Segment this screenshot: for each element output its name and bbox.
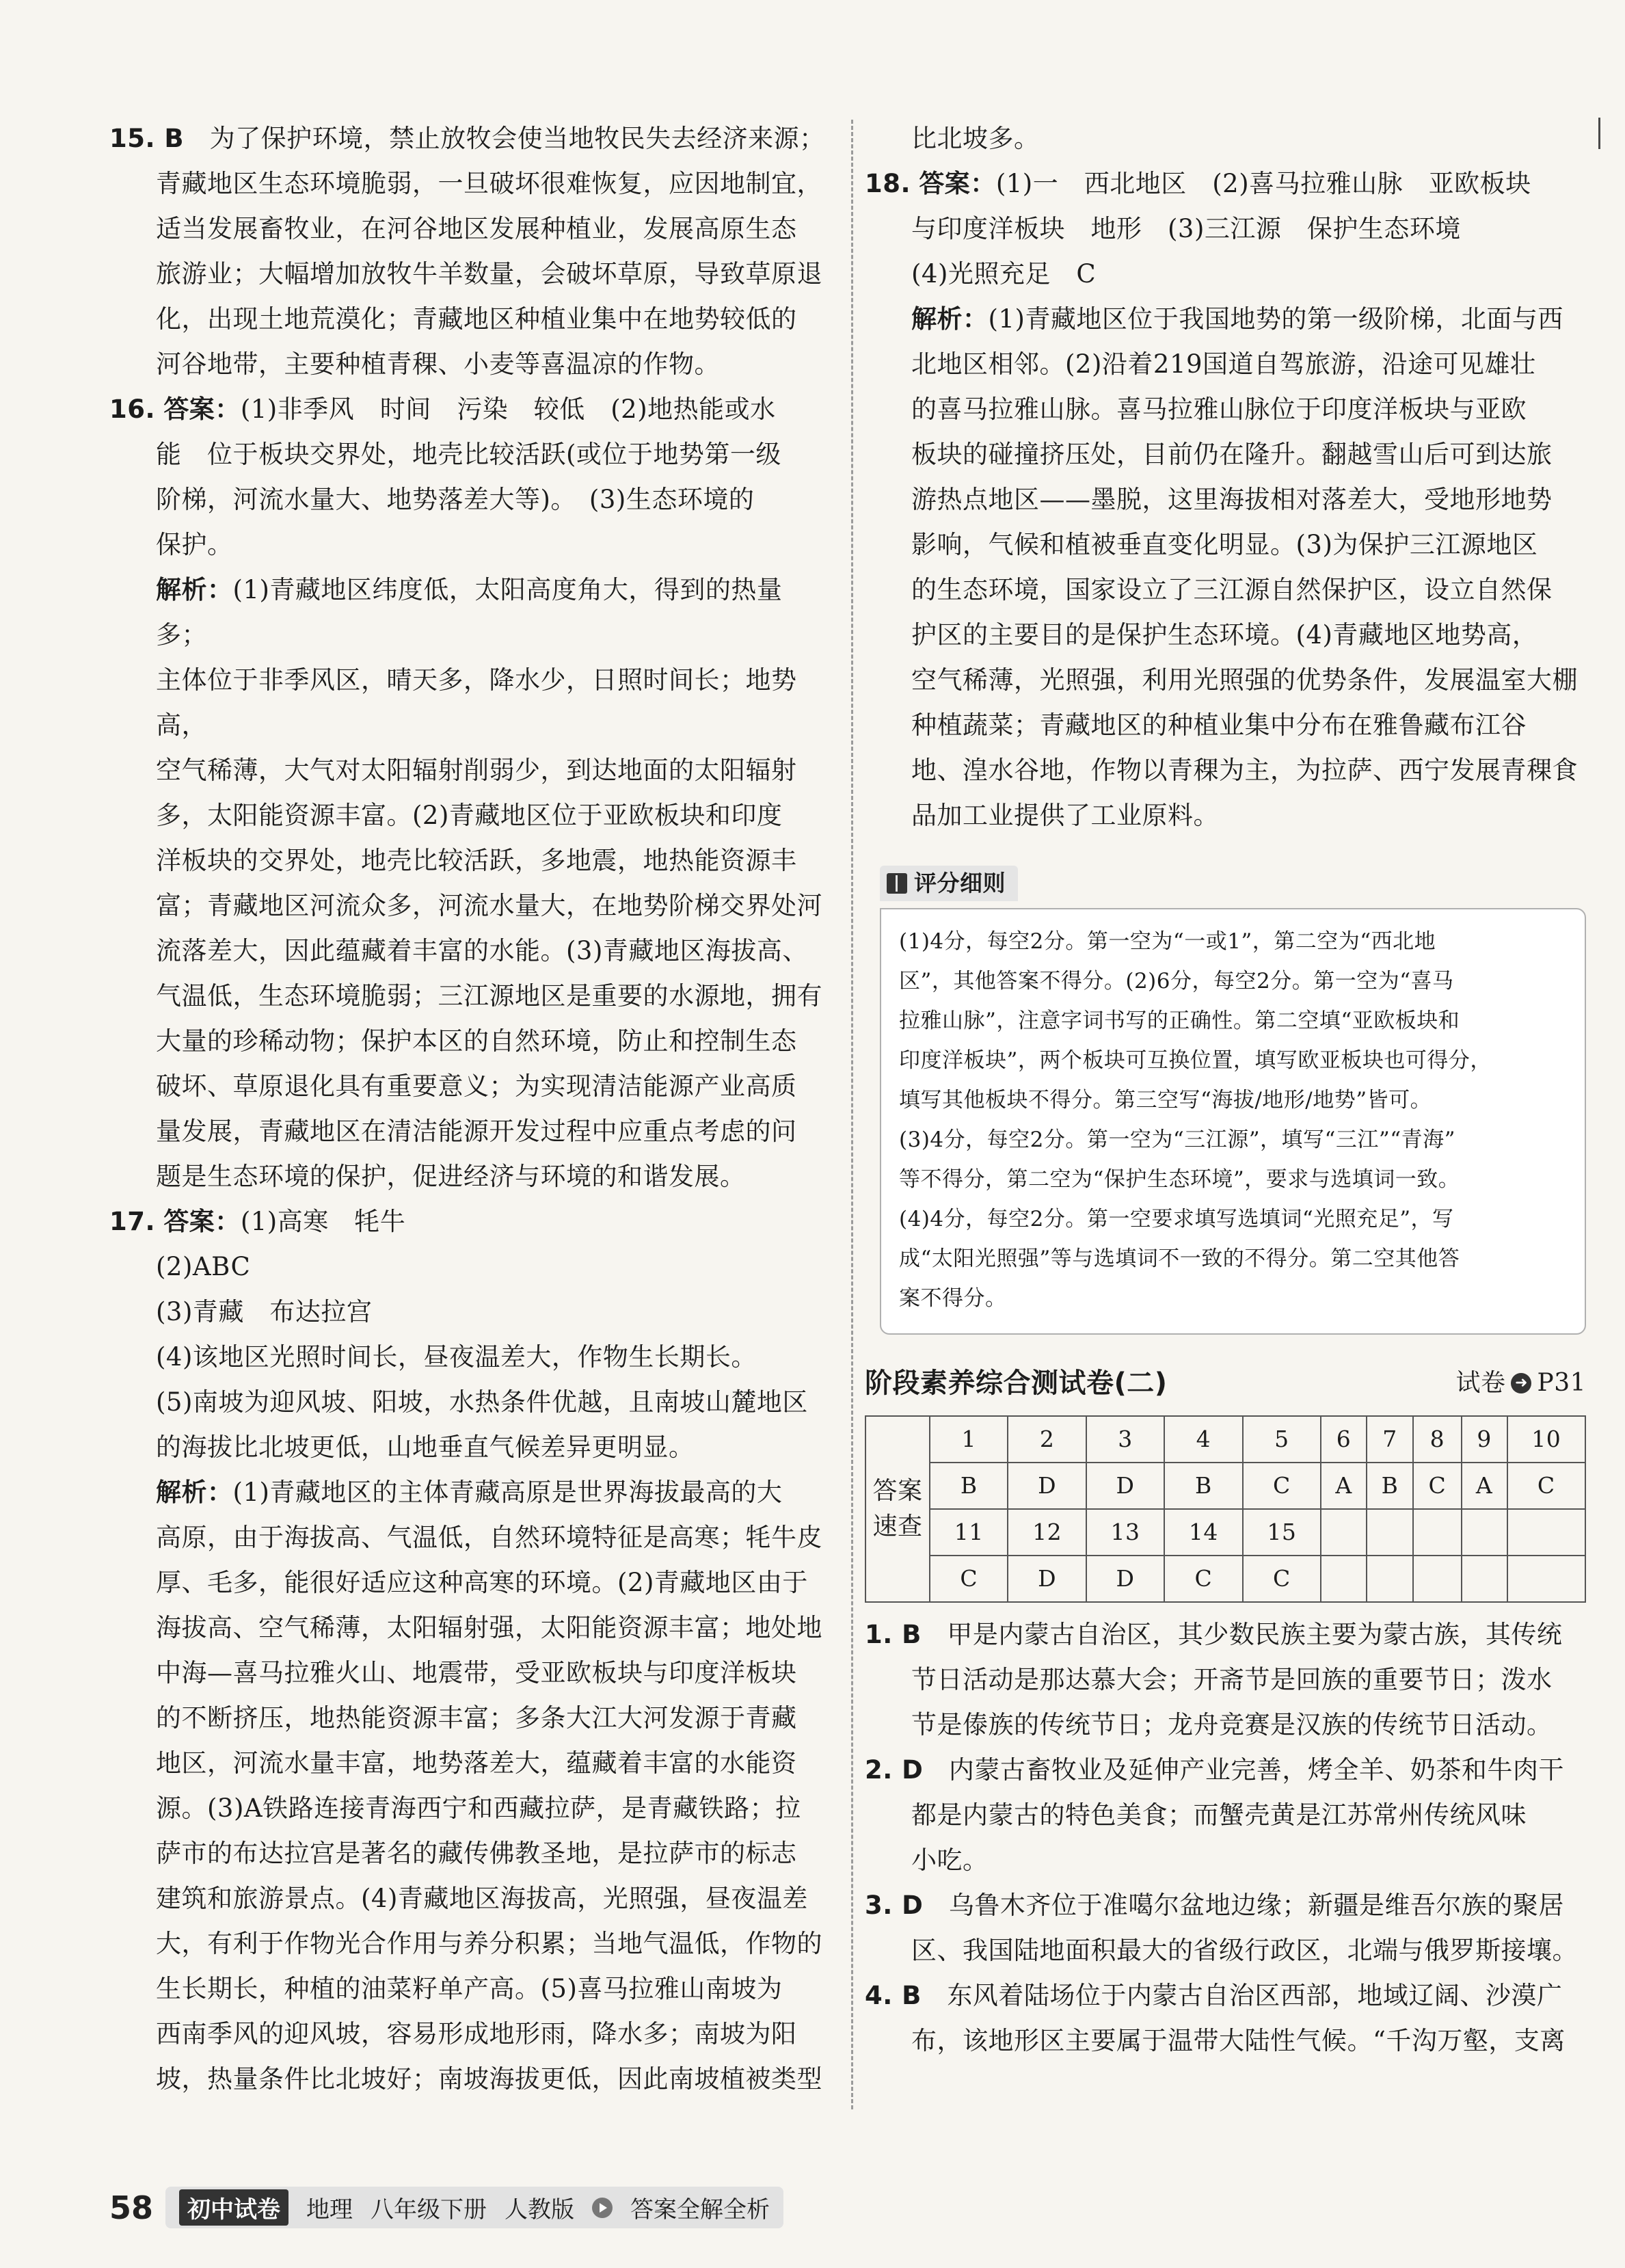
mc-question-2 <box>865 1748 1586 1883</box>
series-name: 初中试卷 <box>179 2189 288 2226</box>
table-cell <box>1321 1556 1367 1602</box>
q16-analysis-line: 洋板块的交界处，地壳比较活跃，多地震，地热能资源丰 <box>156 846 797 875</box>
q17-answer-line: (1)高寒 牦牛 <box>240 1207 406 1236</box>
mc-line: 小吃。 <box>911 1845 989 1875</box>
table-row <box>865 1509 1585 1556</box>
table-cell: A <box>1321 1463 1367 1509</box>
table-cell: C <box>1164 1556 1242 1602</box>
q17-analysis-line: 地区，河流水量丰富，地势落差大，蕴藏着丰富的水能资 <box>156 1748 797 1778</box>
q18-number: 18. <box>865 169 911 198</box>
table-cell: D <box>1086 1463 1164 1509</box>
q18-analysis-line: 游热点地区——墨脱，这里海拔相对落差大，受地形地势 <box>911 485 1553 514</box>
table-cell: 10 <box>1507 1416 1585 1463</box>
grade: 八年级下册 <box>371 2196 487 2224</box>
table-cell: 11 <box>930 1509 1008 1556</box>
q16-answer-line: (1)非季风 时间 污染 较低 (2)地热能或水 <box>240 395 776 424</box>
q17-analysis-line: 大，有利于作物光合作用与养分积累；当地气温低，作物的 <box>156 1929 822 1958</box>
rubric-line: (4)4分，每空2分。第一空要求填写选填词“光照充足”，写 <box>899 1207 1454 1231</box>
q18-answer-line: (1)一 西北地区 (2)喜马拉雅山脉 亚欧板块 <box>995 169 1531 198</box>
q18-analysis-line: 影响，气候和植被垂直变化明显。(3)为保护三江源地区 <box>911 530 1538 559</box>
q16-analysis-line: 大量的珍稀动物；保护本区的自然环境，防止和控制生态 <box>156 1026 797 1056</box>
table-cell: 14 <box>1164 1509 1242 1556</box>
table-cell: C <box>1507 1463 1585 1509</box>
rubric-line: (3)4分，每空2分。第一空为“三江源”，填写“三江”“青海” <box>899 1128 1455 1152</box>
edition: 人教版 <box>505 2196 575 2224</box>
q18-analysis-line: 北地区相邻。(2)沿着219国道自驾旅游，沿途可见雄壮 <box>911 349 1536 379</box>
q17-analysis-line: 源。(3)A铁路连接青海西宁和西藏拉萨，是青藏铁路；拉 <box>156 1793 801 1823</box>
mc-question-3 <box>865 1883 1586 1973</box>
table-cell: 1 <box>930 1416 1008 1463</box>
table-cell: C <box>1243 1463 1321 1509</box>
table-cell: D <box>1008 1556 1086 1602</box>
q16-analysis-line: 量发展，青藏地区在清洁能源开发过程中应重点考虑的问 <box>156 1117 797 1146</box>
scoring-rubric <box>880 863 1586 1335</box>
left-column <box>109 116 827 2102</box>
rubric-title: 评分细则 <box>914 870 1006 896</box>
table-cell: 3 <box>1086 1416 1164 1463</box>
q15-line: 青藏地区生态环境脆弱，一旦破坏很难恢复，应因地制宜， <box>156 169 822 198</box>
question-15 <box>109 116 827 387</box>
q17-analysis-line: 西南季风的迎风坡，容易形成地形雨，降水多；南坡为阳 <box>156 2019 797 2049</box>
mc-line: 甲是内蒙古自治区，其少数民族主要为蒙古族，其传统 <box>947 1620 1563 1649</box>
question-17 <box>109 1199 827 2102</box>
table-cell: B <box>1367 1463 1413 1509</box>
q17-analysis-line: 中海—喜马拉雅火山、地震带，受亚欧板块与印度洋板块 <box>156 1658 797 1687</box>
rubric-line: 印度洋板块”，两个板块可互换位置，填写欧亚板块也可得分， <box>899 1048 1492 1073</box>
q17-answer-line: (4)该地区光照时间长，昼夜温差大，作物生长期长。 <box>156 1342 757 1372</box>
table-row <box>865 1556 1585 1602</box>
play-icon <box>592 2198 613 2218</box>
rubric-line: 成“太阳光照强”等与选填词不一致的不得分。第二空其他答 <box>899 1246 1460 1271</box>
answer-quick-check-table <box>865 1415 1586 1603</box>
q18-analysis-line: 种植蔬菜；青藏地区的种植业集中分布在雅鲁藏布江谷 <box>911 710 1527 740</box>
table-cell: 7 <box>1367 1416 1413 1463</box>
q16-answer-line: 阶梯，河流水量大、地势落差大等)。 (3)生态环境的 <box>156 485 755 514</box>
arrow-right-icon: ➜ <box>1511 1373 1531 1393</box>
mc-number: 1. B <box>865 1620 922 1649</box>
q18-analysis-line: (1)青藏地区位于我国地势的第一级阶梯，北面与西 <box>988 304 1563 334</box>
q18-answer-line: 与印度洋板块 地形 (3)三江源 保护生态环境 <box>911 214 1461 243</box>
mc-line: 东风着陆场位于内蒙古自治区西部，地域辽阔、沙漠广 <box>947 1981 1563 2010</box>
table-row <box>865 1416 1585 1463</box>
q18-analysis-line: 地、湟水谷地，作物以青稞为主，为拉萨、西宁发展青稞食 <box>911 756 1578 785</box>
table-cell: 12 <box>1008 1509 1086 1556</box>
mc-line: 节是傣族的传统节日；龙舟竞赛是汉族的传统节日活动。 <box>911 1710 1553 1739</box>
table-cell <box>1507 1556 1585 1602</box>
book-icon <box>887 873 907 894</box>
q16-analysis-line: 多，太阳能资源丰富。(2)青藏地区位于亚欧板块和印度 <box>156 801 783 830</box>
q16-answer-line: 能 位于板块交界处，地壳比较活跃(或位于地势第一级 <box>156 440 781 469</box>
analysis-label: 解析： <box>156 575 233 604</box>
subject: 地理 <box>306 2196 353 2224</box>
table-cell: C <box>1243 1556 1321 1602</box>
q16-analysis-line: 流落差大，因此蕴藏着丰富的水能。(3)青藏地区海拔高、 <box>156 936 808 965</box>
q17-analysis-line: 萨市的布达拉宫是著名的藏传佛教圣地，是拉萨市的标志 <box>156 1839 797 1868</box>
mc-answers <box>865 1612 1586 2064</box>
mc-question-1 <box>865 1612 1586 1748</box>
table-cell <box>1321 1509 1367 1556</box>
mc-line: 布，该地形区主要属于温带大陆性气候。“千沟万壑，支离 <box>911 2026 1566 2055</box>
section-reference <box>1455 1361 1586 1406</box>
q16-answer-line: 保护。 <box>156 530 233 559</box>
analysis-label: 解析： <box>911 304 989 334</box>
mc-question-4 <box>865 1973 1586 2064</box>
table-cell: 15 <box>1243 1509 1321 1556</box>
q17-analysis-line: 高原，由于海拔高、气温低，自然环境特征是高寒；牦牛皮 <box>156 1523 822 1552</box>
table-row <box>865 1463 1585 1509</box>
rubric-line: (1)4分，每空2分。第一空为“一或1”，第二空为“西北地 <box>899 929 1436 954</box>
rubric-line: 拉雅山脉”，注意字词书写的正确性。第二空填“亚欧板块和 <box>899 1009 1460 1033</box>
table-cell: D <box>1008 1463 1086 1509</box>
mc-line: 乌鲁木齐位于准噶尔盆地边缘；新疆是维吾尔族的聚居 <box>948 1891 1564 1920</box>
rubric-tab <box>880 866 1018 901</box>
q16-analysis-line: 气温低，生态环境脆弱；三江源地区是重要的水源地，拥有 <box>156 981 822 1011</box>
table-cell: 8 <box>1413 1416 1462 1463</box>
mc-line: 内蒙古畜牧业及延伸产业完善，烤全羊、奶茶和牛肉干 <box>948 1755 1564 1785</box>
q15-line: 化，出现土地荒漠化；青藏地区种植业集中在地势较低的 <box>156 304 797 334</box>
section-header <box>865 1361 1586 1406</box>
rubric-line: 填写其他板块不得分。第三空写“海拔/地形/地势”皆可。 <box>899 1088 1432 1112</box>
q18-analysis-line: 护区的主要目的是保护生态环境。(4)青藏地区地势高， <box>911 620 1538 650</box>
q15-number: 15. B <box>109 124 185 153</box>
table-cell <box>1507 1509 1585 1556</box>
q17-analysis-line: 建筑和旅游景点。(4)青藏地区海拔高，光照强，昼夜温差 <box>156 1884 808 1913</box>
ref-page: P31 <box>1537 1369 1586 1397</box>
q17-answer-line: (2)ABC <box>156 1252 251 1281</box>
rubric-box <box>880 908 1586 1335</box>
table-cell <box>1413 1556 1462 1602</box>
answer-label: 答案： <box>163 395 241 424</box>
q18-analysis-line: 的生态环境，国家设立了三江源自然保护区，设立自然保 <box>911 575 1553 604</box>
footer-info <box>165 2187 783 2228</box>
table-cell: 9 <box>1462 1416 1507 1463</box>
analysis-label: 解析： <box>156 1478 233 1507</box>
q17-answer-line: (3)青藏 布达拉宫 <box>156 1297 373 1326</box>
table-cell <box>1413 1509 1462 1556</box>
rubric-line: 区”，其他答案不得分。(2)6分，每空2分。第一空为“喜马 <box>899 969 1454 993</box>
q18-analysis-line: 品加工业提供了工业原料。 <box>911 801 1219 830</box>
q18-analysis-line: 板块的碰撞挤压处，目前仍在隆升。翻越雪山后可到达旅 <box>911 440 1553 469</box>
q18-analysis-line: 空气稀薄，光照强，利用光照强的优势条件，发展温室大棚 <box>911 665 1578 695</box>
mc-number: 2. D <box>865 1755 924 1785</box>
q17-analysis-line: 坡，热量条件比北坡好；南坡海拔更低，因此南坡植被类型 <box>156 2064 822 2094</box>
mc-line: 区、我国陆地面积最大的省级行政区，北端与俄罗斯接壤。 <box>911 1936 1578 1965</box>
continued-text: 比北坡多。 <box>911 124 1040 153</box>
answer-label: 答案： <box>919 169 996 198</box>
table-cell: 2 <box>1008 1416 1086 1463</box>
q15-line: 河谷地带，主要种植青稞、小麦等喜温凉的作物。 <box>156 349 720 379</box>
q17-number: 17. <box>109 1207 156 1236</box>
table-cell: 4 <box>1164 1416 1242 1463</box>
table-cell <box>1367 1509 1413 1556</box>
answer-tag: 答案全解全析 <box>630 2196 770 2224</box>
table-cell: 6 <box>1321 1416 1367 1463</box>
table-label: 答案速查 <box>865 1416 930 1602</box>
right-column <box>865 116 1586 2064</box>
q18-answer-line: (4)光照充足 C <box>911 259 1097 289</box>
q17-analysis-line: 厚、毛多，能很好适应这种高寒的环境。(2)青藏地区由于 <box>156 1568 808 1597</box>
q16-number: 16. <box>109 395 156 424</box>
mc-number: 4. B <box>865 1981 922 2010</box>
mc-line: 都是内蒙古的特色美食；而蟹壳黄是江苏常州传统风味 <box>911 1800 1527 1830</box>
q17-answer-line: (5)南坡为迎风坡、阳坡，水热条件优越，且南坡山麓地区 <box>156 1387 808 1417</box>
column-divider <box>851 120 853 2109</box>
q18-analysis-line: 的喜马拉雅山脉。喜马拉雅山脉位于印度洋板块与亚欧 <box>911 395 1527 424</box>
page-number: 58 <box>109 2189 154 2226</box>
table-cell <box>1462 1509 1507 1556</box>
rubric-line: 案不得分。 <box>899 1286 1007 1311</box>
q16-analysis-line: 富；青藏地区河流众多，河流水量大，在地势阶梯交界处河 <box>156 891 822 920</box>
q16-analysis-line: 题是生态环境的保护，促进经济与环境的和谐发展。 <box>156 1162 746 1191</box>
question-16 <box>109 387 827 1199</box>
q17-analysis-line: 的不断挤压，地热能资源丰富；多条大江大河发源于青藏 <box>156 1703 797 1733</box>
q16-analysis-line: 破坏、草原退化具有重要意义；为实现清洁能源产业高质 <box>156 1071 797 1101</box>
mc-line: 节日活动是那达慕大会；开斋节是回族的重要节日；泼水 <box>911 1665 1553 1694</box>
mc-number: 3. D <box>865 1891 924 1920</box>
q17-analysis-line: 生长期长，种植的油菜籽单产高。(5)喜马拉雅山南坡为 <box>156 1974 783 2003</box>
table-cell: 13 <box>1086 1509 1164 1556</box>
table-cell: B <box>930 1463 1008 1509</box>
q17-analysis-line: (1)青藏地区的主体青藏高原是世界海拔最高的大 <box>232 1478 783 1507</box>
table-cell: B <box>1164 1463 1242 1509</box>
q17-answer-line: 的海拔比北坡更低，山地垂直气候差异更明显。 <box>156 1432 695 1462</box>
table-cell: 5 <box>1243 1416 1321 1463</box>
ref-label: 试卷 <box>1455 1369 1506 1397</box>
q16-analysis-line: (1)青藏地区纬度低，太阳高度角大，得到的热量多； <box>156 575 783 650</box>
q15-line: 为了保护环境，禁止放牧会使当地牧民失去经济来源； <box>209 124 825 153</box>
answer-label: 答案： <box>163 1207 241 1236</box>
page-footer <box>109 2187 783 2228</box>
table-cell: D <box>1086 1556 1164 1602</box>
table-cell <box>1367 1556 1413 1602</box>
q16-analysis-line: 主体位于非季风区，晴天多，降水少，日照时间长；地势高， <box>156 665 797 740</box>
table-cell: C <box>930 1556 1008 1602</box>
q15-line: 旅游业；大幅增加放牧牛羊数量，会破坏草原，导致草原退 <box>156 259 822 289</box>
q16-analysis-line: 空气稀薄，大气对太阳辐射削弱少，到达地面的太阳辐射 <box>156 756 797 785</box>
question-18 <box>865 161 1586 838</box>
q15-line: 适当发展畜牧业，在河谷地区发展种植业，发展高原生态 <box>156 214 797 243</box>
section-title: 阶段素养综合测试卷(二) <box>865 1368 1168 1399</box>
table-cell <box>1462 1556 1507 1602</box>
rubric-line: 等不得分，第二空为“保护生态环境”，要求与选填词一致。 <box>899 1167 1460 1192</box>
q17-analysis-line: 海拔高、空气稀薄，太阳辐射强，太阳能资源丰富；地处地 <box>156 1613 822 1642</box>
column-tick <box>1598 118 1600 149</box>
table-cell: A <box>1462 1463 1507 1509</box>
table-cell: C <box>1413 1463 1462 1509</box>
